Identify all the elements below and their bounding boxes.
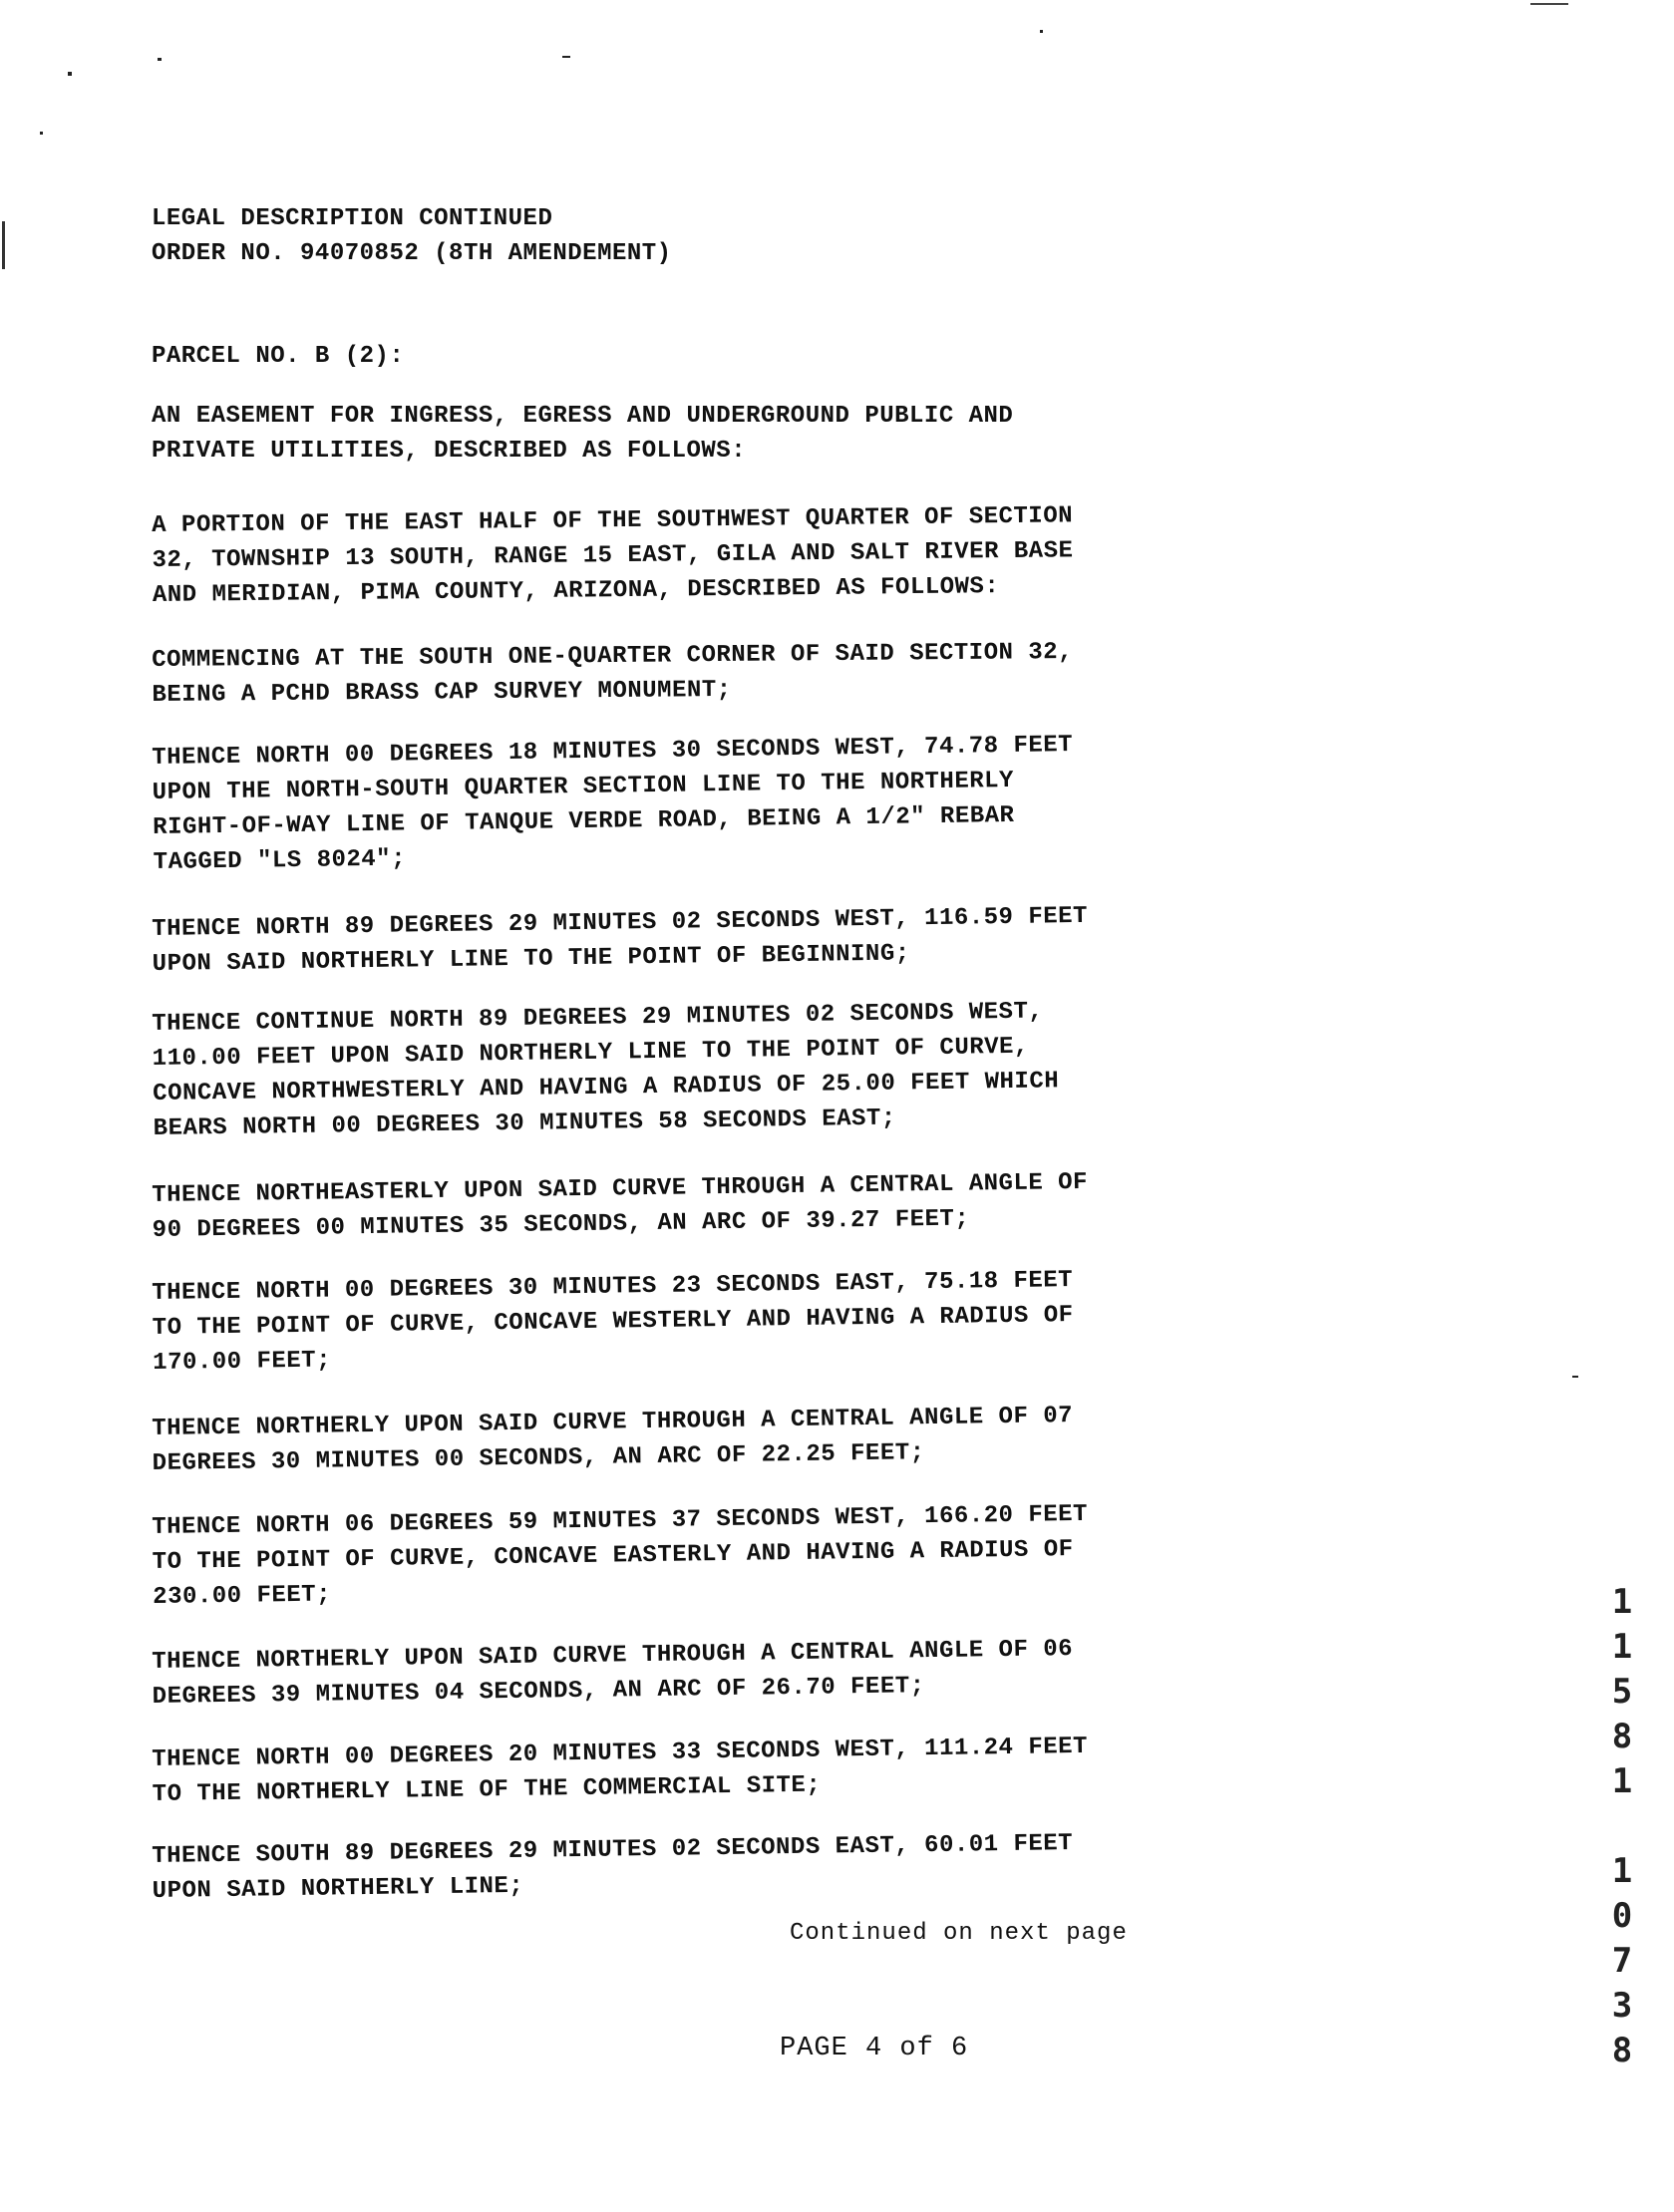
paragraph: COMMENCING AT THE SOUTH ONE-QUARTER CORNER OF SAID SECTION 32, BEING A PCHD BRASS CAP SURVEY MONUMENT; xyxy=(152,638,1074,709)
recording-stamp-number: 1 1 5 8 1 1 0 7 3 8 xyxy=(1611,1582,1633,2070)
scan-edge-mark xyxy=(1530,3,1568,5)
paragraph: THENCE NORTH 00 DEGREES 18 MINUTES 30 SECONDS WEST, 74.78 FEET UPON THE NORTH-SOUTH QUARTER SECTION LINE TO THE NORTHERLY RIGHT-OF-WAY LINE OF TANQUE VERDE ROAD, BEING A 1/2" REBAR TAGGED "LS 8024"; xyxy=(152,732,1074,876)
continued-note: Continued on next page xyxy=(790,1920,1128,1947)
paragraph: THENCE NORTHERLY UPON SAID CURVE THROUGH A CENTRAL ANGLE OF 06 DEGREES 39 MINUTES 04 SECONDS, AN ARC OF 26.70 FEET; xyxy=(152,1636,1074,1711)
paragraph: THENCE NORTHEASTERLY UPON SAID CURVE THROUGH A CENTRAL ANGLE OF 90 DEGREES 00 MINUTES 35 SECONDS, AN ARC OF 39.27 FEET; xyxy=(152,1168,1089,1244)
paragraph: THENCE NORTH 00 DEGREES 30 MINUTES 23 SECONDS EAST, 75.18 FEET TO THE POINT OF CURVE, CONCAVE WESTERLY AND HAVING A RADIUS OF 170.00 FEET; xyxy=(152,1267,1074,1377)
document-header: LEGAL DESCRIPTION CONTINUED ORDER NO. 94070852 (8TH AMENDEMENT) xyxy=(152,205,672,267)
scan-speck xyxy=(40,132,43,135)
scan-speck xyxy=(1040,30,1043,33)
scan-left-mark xyxy=(2,221,5,269)
paragraph: THENCE CONTINUE NORTH 89 DEGREES 29 MINUTES 02 SECONDS WEST, 110.00 FEET UPON SAID NORTHERLY LINE TO THE POINT OF CURVE, CONCAVE NORTHWESTERLY AND HAVING A RADIUS OF 25.00 FEET WHICH BEARS NORTH 00 DEGREES 30 MINUTES 58 SECONDS EAST; xyxy=(152,998,1060,1142)
paragraph: THENCE NORTH 06 DEGREES 59 MINUTES 37 SECONDS WEST, 166.20 FEET TO THE POINT OF CURVE, CONCAVE EASTERLY AND HAVING A RADIUS OF 230.00 FEET; xyxy=(152,1500,1089,1611)
paragraph: A PORTION OF THE EAST HALF OF THE SOUTHWEST QUARTER OF SECTION 32, TOWNSHIP 13 SOUTH, RANGE 15 EAST, GILA AND SALT RIVER BASE AND MERIDIAN, PIMA COUNTY, ARIZONA, DESCRIBED AS FOLLOWS: xyxy=(152,502,1074,609)
paragraph: THENCE SOUTH 89 DEGREES 29 MINUTES 02 SECONDS EAST, 60.01 FEET UPON SAID NORTHERLY LINE; xyxy=(152,1830,1074,1905)
parcel-heading: PARCEL NO. B (2): xyxy=(152,343,405,370)
paragraph: THENCE NORTH 00 DEGREES 20 MINUTES 33 SECONDS WEST, 111.24 FEET TO THE NORTHERLY LINE OF THE COMMERCIAL SITE; xyxy=(152,1733,1089,1808)
scan-speck xyxy=(158,58,162,61)
scan-speck xyxy=(1572,1376,1578,1378)
page-number: PAGE 4 of 6 xyxy=(780,2034,969,2063)
paragraph: THENCE NORTHERLY UPON SAID CURVE THROUGH A CENTRAL ANGLE OF 07 DEGREES 30 MINUTES 00 SECONDS, AN ARC OF 22.25 FEET; xyxy=(152,1403,1074,1477)
paragraph: AN EASEMENT FOR INGRESS, EGRESS AND UNDERGROUND PUBLIC AND PRIVATE UTILITIES, DESCRIBED AS FOLLOWS: xyxy=(152,403,1014,465)
scan-speck xyxy=(562,56,570,58)
scan-speck xyxy=(68,72,72,76)
paragraph: THENCE NORTH 89 DEGREES 29 MINUTES 02 SECONDS WEST, 116.59 FEET UPON SAID NORTHERLY LINE TO THE POINT OF BEGINNING; xyxy=(152,902,1089,978)
